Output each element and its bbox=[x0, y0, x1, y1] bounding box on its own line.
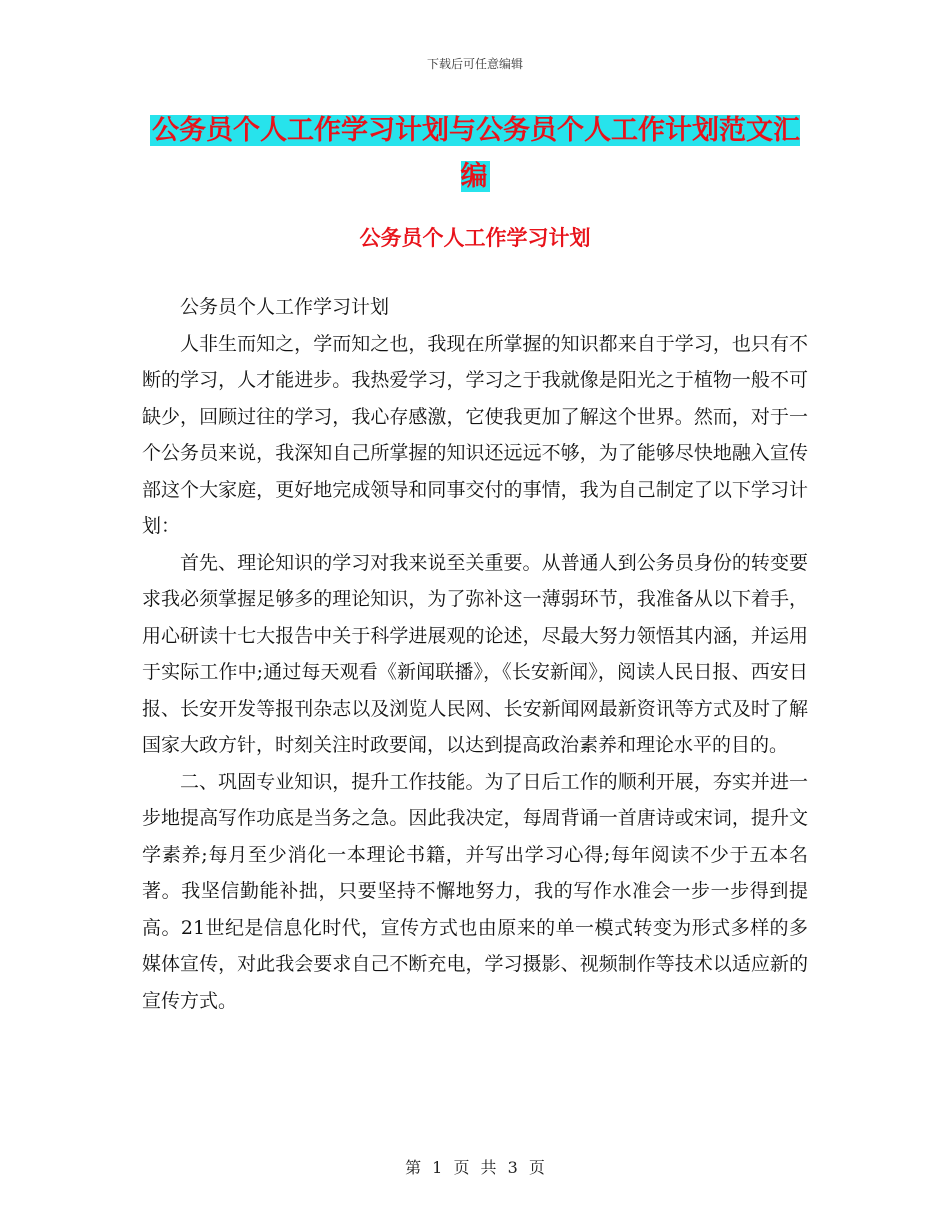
paragraph: 公务员个人工作学习计划 bbox=[180, 296, 390, 318]
page-number-footer: 第 1 页 共 3 页 bbox=[405, 1158, 545, 1177]
paragraph: 人非生而知之，学而知之也，我现在所掌握的知识都来自于学习，也只有不断的学习，人才能进步。我热爱学习，学习之于我就像是阳光之于植物一般不可缺少，回顾过往的学习，我心存感激，它使我更加了解这个世界。然而，对于一个公务员来说，我深知自己所掌握的知识还远远不够，为了能够尽快地融入宣传部这个大家庭，更好地完成领导和同事交付的事情，我为自己制定了以下学习计划： bbox=[142, 332, 808, 537]
document-title bbox=[140, 108, 810, 200]
paragraph: 二、巩固专业知识，提升工作技能。为了日后工作的顺利开展，夯实并进一步地提高写作功底是当务之急。因此我决定，每周背诵一首唐诗或宋词，提升文学素养;每月至少消化一本理论书籍，并写出学习心得;每年阅读不少于五本名著。我坚信勤能补拙，只要坚持不懈地努力，我的写作水准会一步一步得到提高。21世纪是信息化时代，宣传方式也由原来的单一模式转变为形式多样的多媒体宣传，对此我会要求自己不断充电，学习摄影、视频制作等技术以适应新的宣传方式。 bbox=[142, 770, 808, 1012]
page-header-note: 下载后可任意编辑 bbox=[426, 57, 523, 71]
document-body bbox=[142, 289, 808, 1019]
section-title: 公务员个人工作学习计划 bbox=[359, 226, 591, 250]
document-title-text: 公务员个人工作学习计划与公务员个人工作计划范文汇编 bbox=[152, 115, 800, 192]
paragraph: 首先、理论知识的学习对我来说至关重要。从普通人到公务员身份的转变要求我必须掌握足够多的理论知识，为了弥补这一薄弱环节，我准备从以下着手，用心研读十七大报告中关于科学进展观的论述，尽最大努力领悟其内涵，并运用于实际工作中;通过每天观看《新闻联播》，《长安新闻》，阅读人民日报、西安日报、长安开发等报刊杂志以及浏览人民网、长安新闻网最新资讯等方式及时了解国家大政方针，时刻关注时政要闻，以达到提高政治素养和理论水平的目的。 bbox=[142, 551, 808, 756]
